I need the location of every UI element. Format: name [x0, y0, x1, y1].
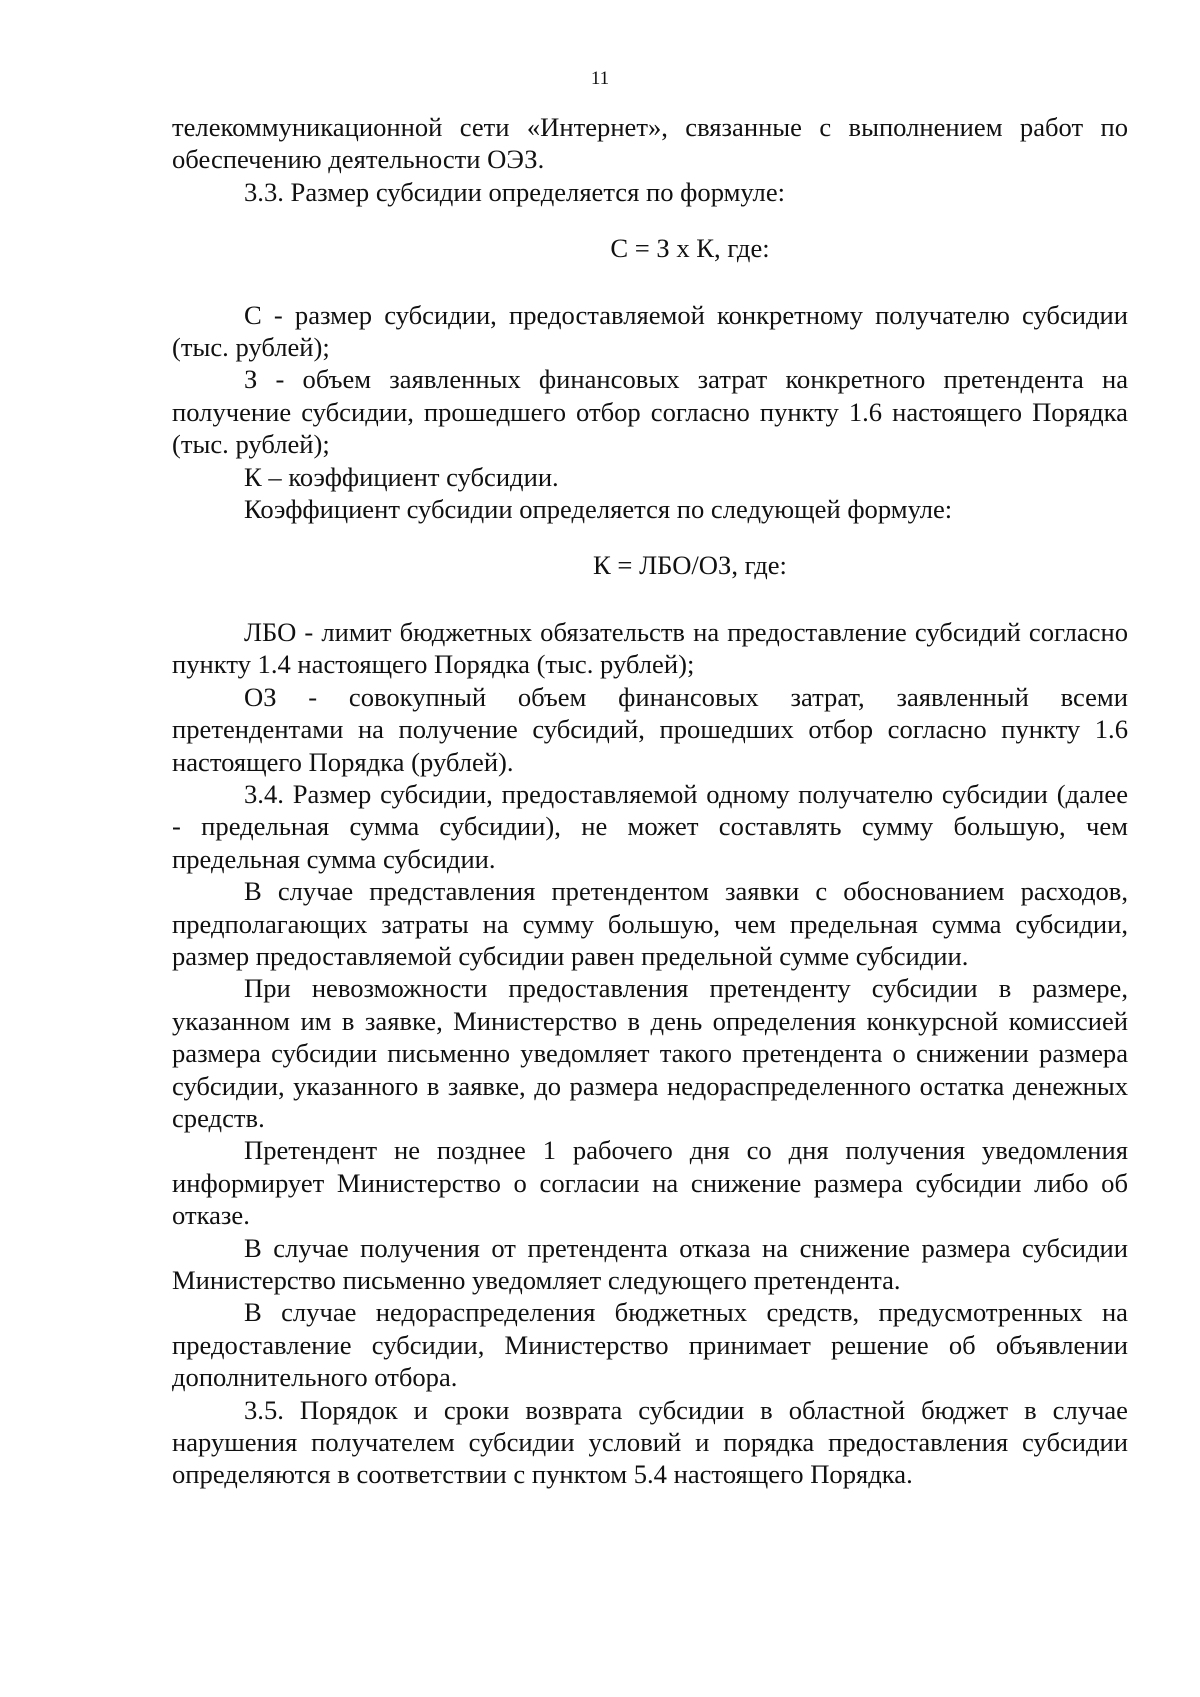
paragraph-definition-c: С - размер субсидии, предоставляемой конкретному получателю субсидии (тыс. рублей); [172, 299, 1128, 363]
paragraph-definition-z: З - объем заявленных финансовых затрат конкретного претендента на получение субсидии, прошедшего отбор согласно пункту 1.6 настоящего Порядка (тыс. рублей); [172, 364, 1128, 460]
document-body [172, 111, 1128, 1491]
page-number: 11 [590, 68, 610, 89]
paragraph-coefficient-intro: Коэффициент субсидии определяется по следующей формуле: [244, 494, 953, 525]
paragraph-3-4: 3.4. Размер субсидии, предоставляемой одному получателю субсидии (далее - предельная сумма субсидии), не может составлять сумму большую, чем предельная сумма субсидии. [172, 778, 1128, 874]
paragraph-definition-oz: ОЗ - совокупный объем финансовых затрат, заявленный всеми претендентами на получение субсидий, прошедших отбор согласно пункту 1.6 настоящего Порядка (рублей). [172, 681, 1128, 777]
paragraph-continuation: телекоммуникационной сети «Интернет», связанные с выполнением работ по обеспечению деятельности ОЭЗ. [172, 112, 1128, 175]
paragraph-definition-k: К – коэффициент субсидии. [244, 461, 559, 492]
paragraph-additional-selection: В случае недораспределения бюджетных средств, предусмотренных на предоставление субсидии, Министерство принимает решение об объявлении дополнительного отбора. [172, 1297, 1128, 1393]
formula-coefficient: К = ЛБО/ОЗ, где: [593, 550, 787, 581]
paragraph-reduction-notice: При невозможности предоставления претенденту субсидии в размере, указанном им в заявке, Министерство в день определения конкурсной комиссией размера субсидии письменно уведомляет такого претендента о снижении размера субсидии, указанного в заявке, до размера недораспределенного остатка денежных средств. [172, 973, 1128, 1133]
paragraph-3-3: 3.3. Размер субсидии определяется по формуле: [244, 176, 786, 207]
paragraph-refusal: В случае получения от претендента отказа на снижение размера субсидии Министерство письменно уведомляет следующего претендента. [172, 1232, 1128, 1295]
paragraph-exceeding-amount: В случае представления претендентом заявки с обоснованием расходов, предполагающих затраты на сумму большую, чем предельная сумма субсидии, размер предоставляемой субсидии равен предельной сумме субсидии. [172, 876, 1128, 971]
paragraph-definition-lbo: ЛБО - лимит бюджетных обязательств на предоставление субсидий согласно пункту 1.4 настоящего Порядка (тыс. рублей); [172, 616, 1128, 680]
paragraph-3-5: 3.5. Порядок и сроки возврата субсидии в областной бюджет в случае нарушения получателем субсидии условий и порядка предоставления субсидии определяются в соответствии с пунктом 5.4 настоящего Порядка. [172, 1394, 1128, 1490]
paragraph-applicant-response: Претендент не позднее 1 рабочего дня со дня получения уведомления информирует Министерство о согласии на снижение размера субсидии либо об отказе. [172, 1135, 1128, 1231]
formula-subsidy: С = З х К, где: [610, 233, 770, 264]
